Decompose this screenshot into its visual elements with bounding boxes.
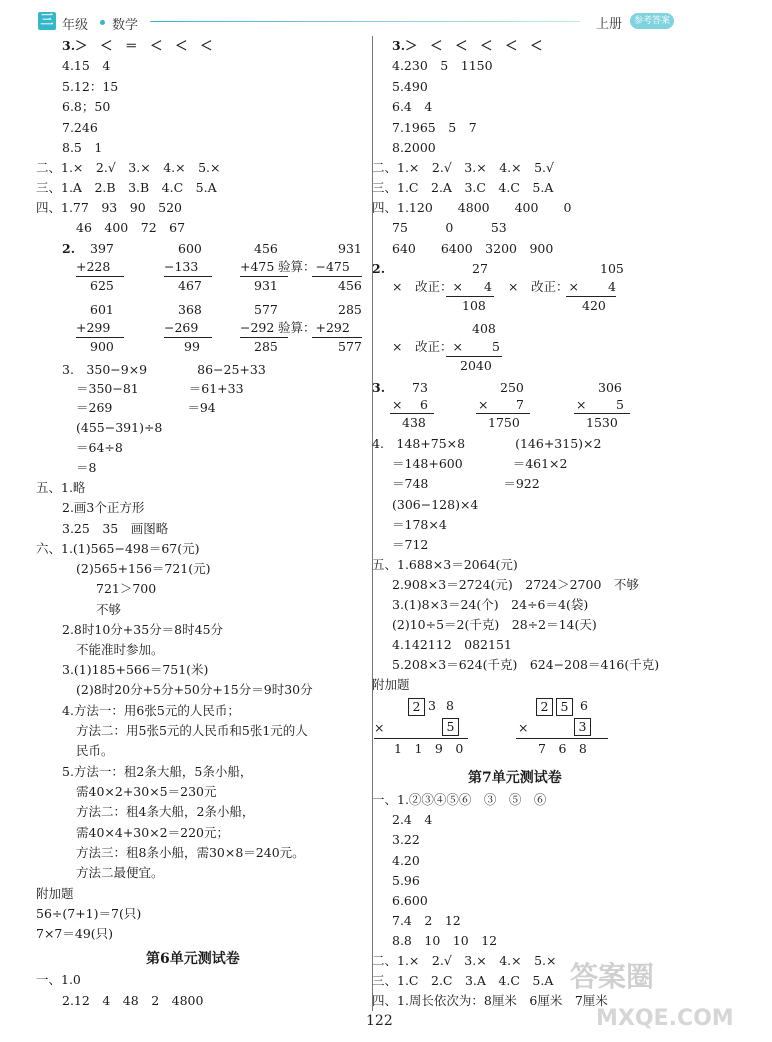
answer-line: 方法三：租8条小船，需30×8＝240元。 [76,845,305,860]
calc-digit: 250 [500,380,524,395]
calc-digit: 27 [472,261,488,276]
calc-digit: 306 [598,380,622,395]
calc-rule [164,276,212,277]
watermark-logo: 答案圈 [570,960,655,993]
calc-digit: × [374,720,385,735]
calc-rule [374,738,468,739]
calc-digit: 5 [492,339,500,354]
puzzle-box: 2 [408,698,425,716]
calc-digit: −133 [164,259,199,274]
answer-line: 方法二：租4条大船，2条小船， [76,804,255,819]
answer-line: (2)565+156＝721(元) [76,561,211,576]
answer-line: 五、1.略 [36,480,86,495]
answer-line: 二、1.× 2.√ 3.× 4.× 5.× [372,953,557,968]
answer-line: 方法二最便宜。 [76,865,164,880]
calc-digit: 99 [184,339,200,354]
calc-rule [76,337,124,338]
answer-line: 附加题 [372,677,410,692]
page-number: 122 [366,1013,393,1029]
calc-digit: 368 [178,302,202,317]
answer-line: 需40×2+30×5＝230元 [76,784,217,799]
calc-digit: 5 [616,397,624,412]
calc-digit: 1530 [586,415,618,430]
calc-digit: 4 [484,279,492,294]
answer-line: 3.22 [392,832,420,847]
calc-digit: 931 [338,241,362,256]
answer-line: 4.142112 082151 [392,637,512,652]
answer-line: 4.方法一：用6张5元的人民币； [62,703,240,718]
calc-digit: 8 [446,698,454,713]
calc-digit: 456 [254,241,278,256]
answer-line: 二、1.× 2.√ 3.× 4.× 5.× [36,160,221,175]
answer-line: 3.＞ ＜ ＜ ＜ ＜ ＜ [392,38,543,53]
volume-label: 上册 [596,17,623,32]
calc-rule [76,276,124,277]
answer-line: 5.490 [392,79,428,94]
answer-line: 5.方法一：租2条大船，5条小船， [62,764,253,779]
calc-rule [390,413,434,414]
calc-digit: 1750 [488,415,520,430]
answer-line: 二、1.× 2.√ 3.× 4.× 5.√ [372,160,554,175]
answer-line: 3.25 35 画图略 [62,521,169,536]
header-dot [100,20,105,25]
calc-digit: × [518,720,529,735]
answer-line: 3.(1)185+566＝751(米) [62,662,209,677]
answer-line: 7.1965 5 7 [392,120,477,135]
unit-7-title: 第7单元测试卷 [468,770,562,786]
calc-digit: 420 [582,298,606,313]
puzzle-box: 5 [556,698,573,716]
answer-line: ＝748 ＝922 [392,476,540,491]
puzzle-box: 2 [536,698,553,716]
answer-line: 2. [62,241,76,256]
calc-digit: 931 [254,278,278,293]
answer-line: 5.96 [392,873,420,888]
calc-digit: 7 6 8 [538,741,587,756]
answer-line: ＝64÷8 [76,440,123,455]
answer-line: 8.8 10 10 12 [392,933,498,948]
answer-line: 6.600 [392,893,428,908]
calc-digit: 4 [608,279,616,294]
grade-label: 年级 [62,18,89,33]
calc-rule [446,356,502,357]
answer-line: 四、1.77 93 90 520 [36,200,183,215]
calc-digit: 6 [580,698,588,713]
answer-line: ＝350−81 ＝61+33 [76,381,244,396]
answer-line: 8.5 1 [62,140,103,155]
answer-line: 721＞700 [96,581,157,596]
calc-rule [446,296,494,297]
calc-digit: 6 [420,397,428,412]
unit-6-title: 第6单元测试卷 [146,951,240,967]
calc-digit: 601 [90,302,114,317]
calc-digit: × [576,397,587,412]
answer-line: 5.208×3＝624(千克) 624−208＝416(千克) [392,657,660,672]
answer-line: 方法二：用5张5元的人民币和5张1元的人 [76,723,308,738]
calc-digit: × 改正：× [508,279,579,294]
answer-line: 四、1.周长依次为：8厘米 6厘米 7厘米 [372,993,608,1008]
calc-rule [566,296,616,297]
answer-line: 56÷(7+1)＝7(只) [36,906,142,921]
answer-line: 四、1.120 4800 400 0 [372,200,572,215]
calc-digit: 验算：−475 [278,259,350,274]
watermark-url: MXQE.COM [596,1006,734,1031]
calc-digit: 900 [90,339,114,354]
answer-line: (455−391)÷8 [76,420,163,435]
calc-digit: +228 [76,259,111,274]
calc-digit: 285 [338,302,362,317]
answer-line: 不够 [96,602,122,617]
calc-digit: 285 [254,339,278,354]
answer-line: 一、1.0 [36,972,81,987]
answer-line: 需40×4+30×2＝220元； [76,825,229,840]
calc-digit: × 改正：× [392,339,463,354]
answer-line: 三、1.C 2.C 3.A 4.C 5.A [372,973,554,988]
calc-rule [516,738,608,739]
subject-label: 数学 [112,18,139,33]
calc-digit: 3 [428,698,436,713]
header-rule [150,21,580,22]
calc-digit: 408 [472,321,496,336]
answer-line: 3. 350−9×9 86−25+33 [62,362,266,377]
answer-line: ＝178×4 [392,517,447,532]
answer-line: 2.908×3＝2724(元) 2724＞2700 不够 [392,577,639,592]
answer-line: 46 400 72 67 [76,220,186,235]
answer-line: 4.15 4 [62,58,111,73]
answer-line: 三、1.A 2.B 3.B 4.C 5.A [36,180,217,195]
calc-digit: 105 [600,261,624,276]
answer-line: 一、1.②③④⑤⑥ ③ ⑤ ⑥ [372,792,547,807]
calc-digit: 625 [90,278,114,293]
answer-line: 6.8；50 [62,99,111,114]
calc-digit: 438 [402,415,426,430]
answer-line: ＝269 ＝94 [76,400,216,415]
calc-digit: × [392,397,403,412]
answer-line: 8.2000 [392,140,436,155]
answer-line: 4.230 5 1150 [392,58,493,73]
calc-digit: × [478,397,489,412]
calc-digit: 108 [462,298,486,313]
answer-line: (2)10÷5＝2(千克) 28÷2＝14(天) [392,617,597,632]
calc-digit: +475 [240,259,275,274]
answer-line: (306−128)×4 [392,497,479,512]
grade-badge: 三 [38,12,56,30]
answer-line: ＝148+600 ＝461×2 [392,456,568,471]
answer-line: 7.246 [62,120,98,135]
calc-digit: 验算：+292 [278,320,350,335]
calc-rule [240,337,288,338]
calc-digit: 600 [178,241,202,256]
calc-rule [476,413,530,414]
calc-digit: × 改正：× [392,279,463,294]
calc-digit: 397 [90,241,114,256]
answer-line: 5.12：15 [62,79,119,94]
calc-rule [164,337,212,338]
calc-digit: 7 [516,397,524,412]
answer-line: 7×7＝49(只) [36,926,114,941]
answer-line: 6.4 4 [392,99,433,114]
answer-line: 7.4 2 12 [392,913,461,928]
answer-line: 2. [372,261,386,276]
calc-digit: −269 [164,320,199,335]
calc-rule [240,276,288,277]
calc-rule [312,337,362,338]
answer-line: 不能准时参加。 [76,642,164,657]
calc-digit: 577 [338,339,362,354]
answer-line: 2.8时10分+35分＝8时45分 [62,622,224,637]
answer-line: 五、1.688×3＝2064(元) [372,557,518,572]
answer-line: 3. [372,380,386,395]
answer-line: 4.20 [392,853,420,868]
calc-digit: +299 [76,320,111,335]
answer-line: 2.12 4 48 2 4800 [62,993,204,1008]
calc-digit: −292 [240,320,275,335]
calc-digit: 467 [178,278,202,293]
calc-digit: 73 [412,380,428,395]
answer-line: (2)8时20分+5分+50分+15分＝9时30分 [76,682,313,697]
answer-line: 3.＞ ＜ ＝ ＜ ＜ ＜ [62,38,213,53]
calc-rule [312,276,362,277]
answer-line: ＝8 [76,460,97,475]
puzzle-box: 5 [442,718,459,736]
calc-digit: 456 [338,278,362,293]
answer-line: 六、1.(1)565−498＝67(元) [36,541,200,556]
answer-line: 640 6400 3200 900 [392,241,554,256]
answer-line: 3.(1)8×3＝24(个) 24÷6＝4(袋) [392,597,589,612]
answer-line: 民币。 [76,743,114,758]
calc-digit: 2040 [460,358,492,373]
answer-line: 4. 148+75×8 (146+315)×2 [372,436,602,451]
calc-digit: 1 1 9 0 [394,741,464,756]
calc-digit: 577 [254,302,278,317]
puzzle-box: 3 [574,718,591,736]
page-header [0,0,772,34]
answer-line: ＝712 [392,537,429,552]
calc-rule [574,413,630,414]
answer-badge: 参考答案 [630,13,674,29]
answer-line: 附加题 [36,886,74,901]
answer-line: 2.画3个正方形 [62,500,145,515]
answer-line: 三、1.C 2.A 3.C 4.C 5.A [372,180,554,195]
answer-line: 75 0 53 [392,220,507,235]
answer-line: 2.4 4 [392,812,433,827]
